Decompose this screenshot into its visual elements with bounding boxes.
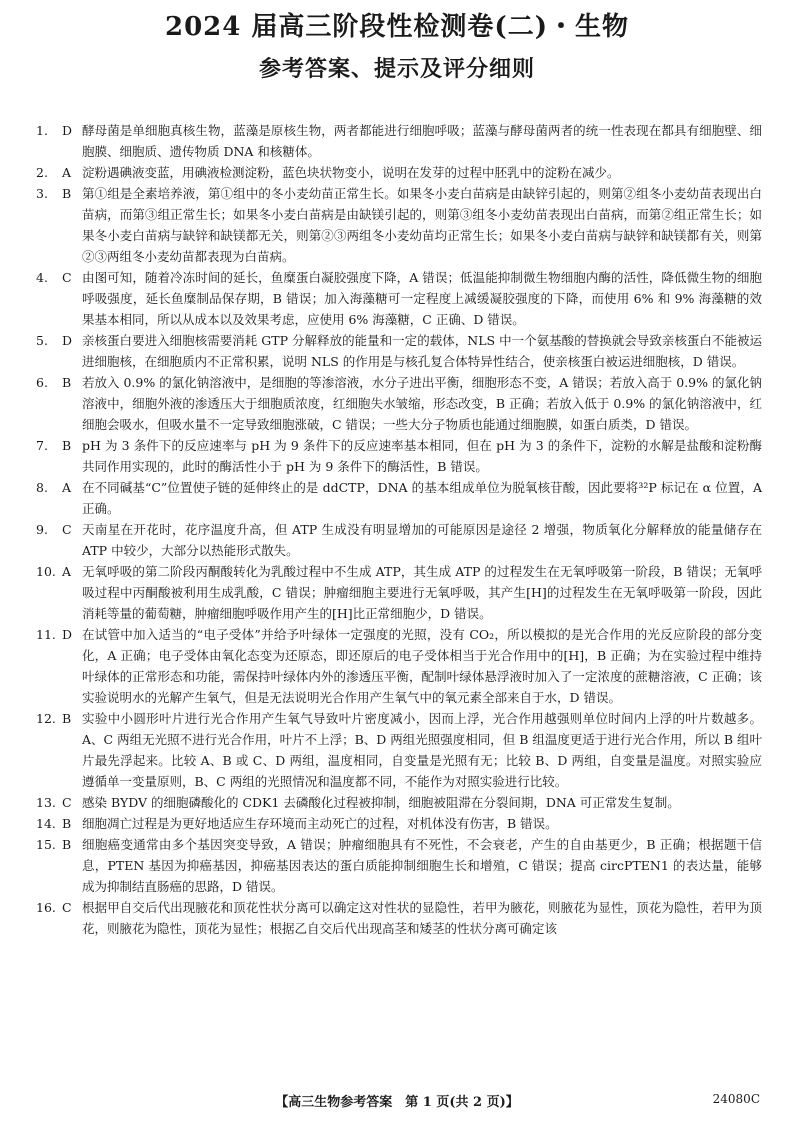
- answer-item: [36, 834, 762, 897]
- item-answer: A: [62, 564, 72, 579]
- item-explanation: pH 为 3 条件下的反应速率与 pH 为 9 条件下的反应速率基本相同，但在 pH 为 3 的条件下，淀粉的水解是盐酸和淀粉酶共同作用实现的，此时的酶活性小于 pH 为 9 条件下的酶活性，B 错误。: [82, 438, 762, 474]
- item-explanation: 酵母菌是单细胞真核生物，蓝藻是原核生物，两者都能进行细胞呼吸；蓝藻与酵母菌两者的统一性表现在都具有细胞壁、细胞膜、细胞质、遗传物质 DNA 和核糖体。: [82, 123, 762, 159]
- document-code: 24080C: [712, 1092, 760, 1106]
- item-number: 7.: [36, 438, 48, 453]
- answer-item: [36, 708, 762, 792]
- item-number: 9.: [36, 522, 48, 537]
- item-explanation: 第①组是全素培养液，第①组中的冬小麦幼苗正常生长。如果冬小麦白苗病是由缺锌引起的，则第②组冬小麦幼苗表现出白苗病，而第③组正常生长；如果冬小麦白苗病是由缺镁引起的，则第③组冬小麦幼苗表现出白苗病，而第②组正常生长；如果冬小麦白苗病与缺锌和缺镁都无关，则第②③两组冬小麦幼苗均正常生长；如果冬小麦白苗病与缺锌和缺镁都有关，则第②③两组冬小麦幼苗都表现为白苗病。: [82, 186, 762, 264]
- answer-item: [36, 183, 762, 267]
- item-explanation: 由图可知，随着冷冻时间的延长，鱼糜蛋白凝胶强度下降，A 错误；低温能抑制微生物细胞内酶的活性，降低微生物的细胞呼吸强度，延长鱼糜制品保存期，B 错误；加入海藻糖可一定程度上减缓凝胶强度的下降，而使用 6% 和 9% 海藻糖的效果基本相同，所以从成本以及效果考虑，应使用 6% 海藻糖，C 正确、D 错误。: [82, 270, 762, 327]
- item-answer: B: [62, 816, 72, 831]
- item-number: 3.: [36, 186, 48, 201]
- item-explanation: 感染 BYDV 的细胞磷酸化的 CDK1 去磷酸化过程被抑制，细胞被阻滞在分裂间期，DNA 可正常发生复制。: [82, 795, 680, 810]
- item-answer: C: [62, 900, 72, 915]
- item-number: 12.: [36, 711, 56, 726]
- item-explanation: 若放入 0.9% 的氯化钠溶液中，是细胞的等渗溶液，水分子进出平衡，细胞形态不变，A 错误；若放入高于 0.9% 的氯化钠溶液中，细胞外液的渗透压大于细胞质浓度，红细胞失水皱缩，形态改变，B 正确；若放入低于 0.9% 的氯化钠溶液中，红细胞会吸水，但吸水量不一定导致细胞涨破，C 错误；一些大分子物质也能通过细胞膜，如蛋白质类，D 错误。: [82, 375, 762, 432]
- item-explanation: 淀粉遇碘液变蓝，用碘液检测淀粉，蓝色块状物变小，说明在发芽的过程中胚乳中的淀粉在减少。: [82, 165, 620, 180]
- item-number: 2.: [36, 165, 48, 180]
- answer-item: [36, 477, 762, 519]
- item-number: 1.: [36, 123, 48, 138]
- item-number: 11.: [36, 627, 56, 642]
- page-subtitle: 参考答案、提示及评分细则: [258, 56, 535, 82]
- item-number: 13.: [36, 795, 56, 810]
- answer-item: [36, 561, 762, 624]
- answer-item: [36, 813, 762, 834]
- item-explanation: 根据甲自交后代出现腋花和顶花性状分离可以确定这对性状的显隐性，若甲为腋花，则腋花为显性，顶花为隐性，若甲为顶花，则腋花为隐性，顶花为显性；根据乙自交后代出现高茎和矮茎的性状分离可确定该: [82, 900, 762, 936]
- item-explanation: 亲核蛋白要进入细胞核需要消耗 GTP 分解释放的能量和一定的载体，NLS 中一个氨基酸的替换就会导致亲核蛋白不能被运进细胞核，在细胞质内不正常积累，说明 NLS 的作用是与核孔复合体特异性结合，使亲核蛋白被运进细胞核，D 错误。: [82, 333, 762, 369]
- answer-list: [36, 120, 762, 939]
- answer-item: [36, 162, 762, 183]
- item-answer: D: [62, 627, 73, 642]
- item-number: 10.: [36, 564, 56, 579]
- item-answer: B: [62, 711, 72, 726]
- page-title: 2024 届高三阶段性检测卷(二)・生物: [164, 12, 630, 42]
- item-explanation: 细胞凋亡过程是为更好地适应生存环境而主动死亡的过程，对机体没有伤害，B 错误。: [82, 816, 558, 831]
- item-answer: C: [62, 270, 72, 285]
- item-answer: A: [62, 165, 72, 180]
- item-explanation: 实验中小圆形叶片进行光合作用产生氧气导致叶片密度减小，因而上浮，光合作用越强则单位时间内上浮的叶片数越多。A、C 两组无光照不进行光合作用，叶片不上浮；B、D 两组光照强度相同，但 B 组温度更适于进行光合作用，所以 B 组叶片最先浮起来。比较 A、B 或 C、D 两组，温度相同，自变量是光照有无；比较 B、D 两组，自变量是温度。对照实验应遵循单一变量原则，B、C 两组的光照情况和温度都不同，不能作为对照实验进行比较。: [82, 711, 763, 789]
- item-number: 8.: [36, 480, 48, 495]
- item-answer: B: [62, 438, 72, 453]
- answer-item: [36, 792, 762, 813]
- answer-item: [36, 435, 762, 477]
- item-answer: C: [62, 795, 72, 810]
- answer-item: [36, 624, 762, 708]
- item-answer: D: [62, 333, 73, 348]
- item-explanation: 在试管中加入适当的“电子受体”并给予叶绿体一定强度的光照，没有 CO₂，所以模拟的是光合作用的光反应阶段的部分变化，A 正确；电子受体由氧化态变为还原态，即还原后的电子受体相当于光合作用中的[H]，B 正确；为在实验过程中维持叶绿体的正常形态和功能，需保持叶绿体内外的渗透压平衡，配制叶绿体悬浮液时加入了一定浓度的蔗糖溶液，C 正确；该实验说明水的光解产生氧气，但是无法说明光合作用产生氧气中的氧元素全部来自于水，D 错误。: [82, 627, 762, 705]
- item-number: 15.: [36, 837, 56, 852]
- answer-item: [36, 897, 762, 939]
- item-explanation: 细胞癌变通常由多个基因突变导致，A 错误；肿瘤细胞具有不死性，不会衰老，产生的自由基更少，B 正确；根据题干信息，PTEN 基因为抑癌基因，抑癌基因表达的蛋白质能抑制细胞生长和增殖，C 错误；提高 circPTEN1 的表达量，能够成为抑制结直肠癌的思路，D 错误。: [82, 837, 762, 894]
- item-answer: B: [62, 375, 72, 390]
- answer-item: [36, 267, 762, 330]
- item-number: 6.: [36, 375, 48, 390]
- item-number: 14.: [36, 816, 56, 831]
- item-number: 16.: [36, 900, 56, 915]
- page-footer: 【高三生物参考答案 第 1 页(共 2 页)】: [275, 1095, 519, 1110]
- answer-item: [36, 120, 762, 162]
- item-answer: B: [62, 837, 72, 852]
- item-answer: D: [62, 123, 73, 138]
- answer-item: [36, 330, 762, 372]
- item-explanation: 在不同碱基“C”位置使子链的延伸终止的是 ddCTP，DNA 的基本组成单位为脱氧核苷酸，因此要将³²P 标记在 α 位置，A 正确。: [82, 480, 762, 516]
- answer-item: [36, 372, 762, 435]
- item-answer: C: [62, 522, 72, 537]
- item-explanation: 无氧呼吸的第二阶段丙酮酸转化为乳酸过程中不生成 ATP，其生成 ATP 的过程发生在无氧呼吸第一阶段，B 错误；无氧呼吸过程中丙酮酸被利用生成乳酸，C 错误；肿瘤细胞主要进行无氧呼吸，其产生[H]的过程发生在无氧呼吸第一阶段，因此消耗等量的葡萄糖，肿瘤细胞呼吸作用产生的[H]比正常细胞少，D 错误。: [82, 564, 762, 621]
- item-number: 4.: [36, 270, 48, 285]
- item-explanation: 天南星在开花时，花序温度升高，但 ATP 生成没有明显增加的可能原因是途径 2 增强，物质氧化分解释放的能量储存在 ATP 中较少，大部分以热能形式散失。: [82, 522, 762, 558]
- answer-item: [36, 519, 762, 561]
- item-number: 5.: [36, 333, 48, 348]
- item-answer: A: [62, 480, 72, 495]
- item-answer: B: [62, 186, 72, 201]
